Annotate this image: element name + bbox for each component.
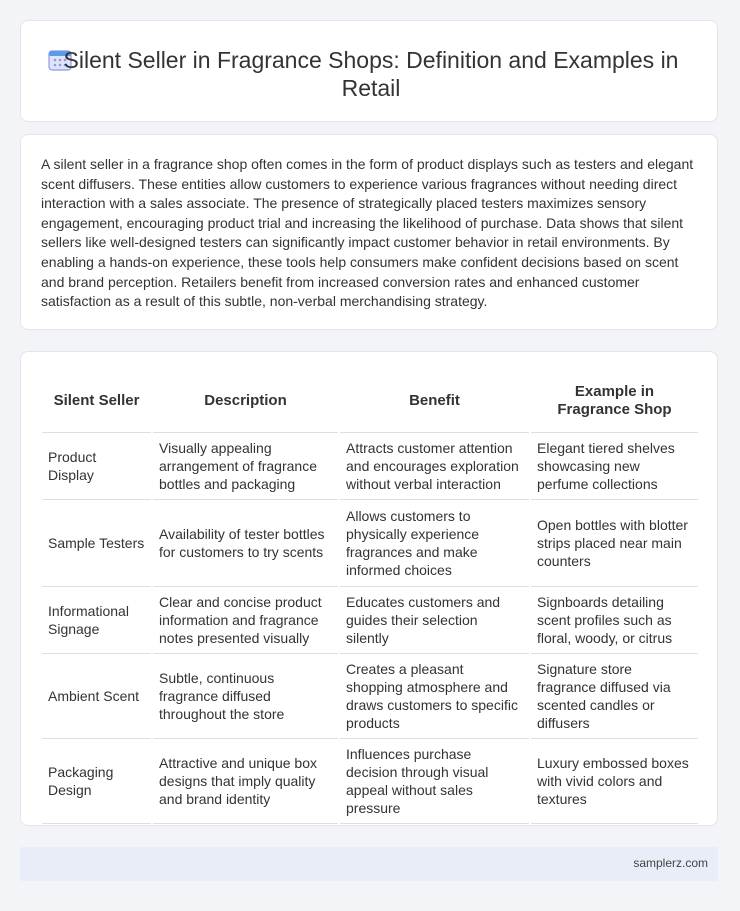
table-row <box>42 587 698 654</box>
cell-description: Attractive and unique box designs that imply quality and brand identity <box>152 739 339 824</box>
page-title: Silent Seller in Fragrance Shops: Definition and Examples in Retail <box>63 47 679 101</box>
intro-paragraph: A silent seller in a fragrance shop often comes in the form of product displays such as testers and elegant scent diffusers. These entities allow customers to experience various fragrances without needing direct interaction with a sales associate. The presence of strategically placed testers maximizes sensory engagement, encouraging product trial and increasing the likelihood of purchase. Data shows that silent sellers like well-designed testers can significantly impact customer behavior in retail environments. By enabling a hands-on experience, these tools help consumers make confident decisions based on scent and brand perception. Retailers benefit from increased conversion rates and enhanced customer satisfaction as a result of this subtle, non-verbal merchandising strategy. <box>41 156 694 310</box>
title-card <box>20 20 718 122</box>
cell-description: Clear and concise product information and fragrance notes presented visually <box>152 587 339 654</box>
header-description: Description <box>152 370 339 433</box>
cell-silent-seller: Ambient Scent <box>42 654 152 739</box>
cell-example: Open bottles with blotter strips placed near main counters <box>530 500 698 587</box>
cell-example: Signature store fragrance diffused via scented candles or diffusers <box>530 654 698 739</box>
cell-example: Luxury embossed boxes with vivid colors and textures <box>530 739 698 824</box>
table-card <box>20 351 718 826</box>
cell-example: Signboards detailing scent profiles such as floral, woody, or citrus <box>530 587 698 654</box>
header-silent-seller: Silent Seller <box>42 370 152 433</box>
cell-benefit: Influences purchase decision through visual appeal without sales pressure <box>339 739 530 824</box>
cell-silent-seller: Sample Testers <box>42 500 152 587</box>
header-example: Example in Fragrance Shop <box>530 370 698 433</box>
cell-benefit: Attracts customer attention and encourages exploration without verbal interaction <box>339 433 530 500</box>
footer-site-link[interactable]: samplerz.com <box>633 856 708 870</box>
cell-benefit: Creates a pleasant shopping atmosphere and draws customers to specific products <box>339 654 530 739</box>
cell-description: Availability of tester bottles for customers to try scents <box>152 500 339 587</box>
header-benefit: Benefit <box>339 370 530 433</box>
table-row <box>42 433 698 500</box>
table-header-row <box>42 370 698 433</box>
intro-card <box>20 134 718 330</box>
silent-seller-table <box>42 370 698 824</box>
table-row <box>42 500 698 587</box>
cell-silent-seller: Product Display <box>42 433 152 500</box>
cell-description: Visually appealing arrangement of fragrance bottles and packaging <box>152 433 339 500</box>
cell-silent-seller: Packaging Design <box>42 739 152 824</box>
footer <box>20 847 718 881</box>
cell-silent-seller: Informational Signage <box>42 587 152 654</box>
cell-benefit: Allows customers to physically experience fragrances and make informed choices <box>339 500 530 587</box>
table-row <box>42 739 698 824</box>
cell-benefit: Educates customers and guides their selection silently <box>339 587 530 654</box>
cell-description: Subtle, continuous fragrance diffused throughout the store <box>152 654 339 739</box>
cell-example: Elegant tiered shelves showcasing new perfume collections <box>530 433 698 500</box>
table-row <box>42 654 698 739</box>
